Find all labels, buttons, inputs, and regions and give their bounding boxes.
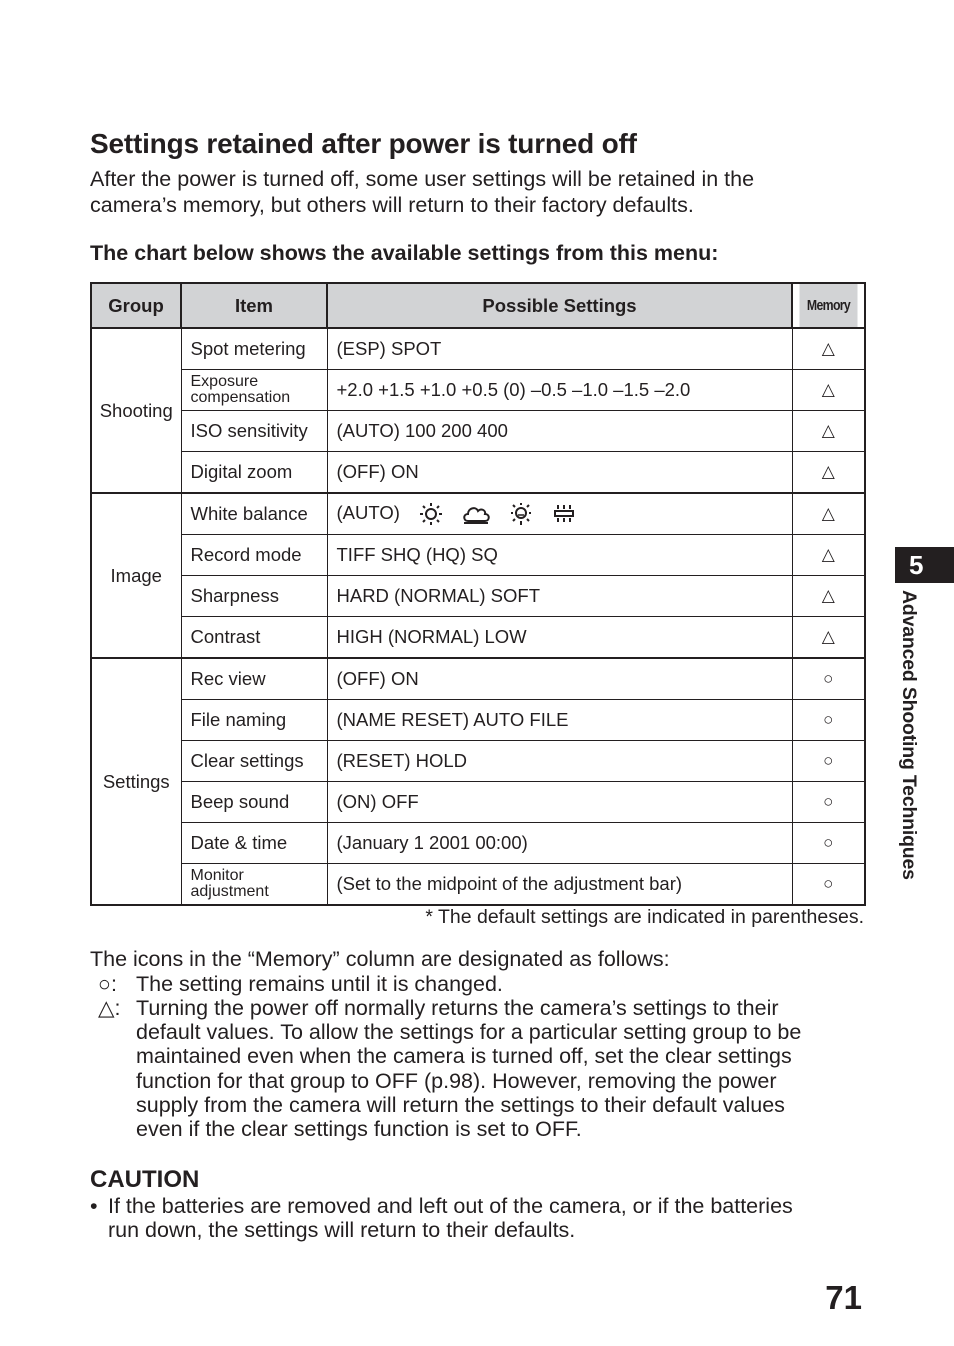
table-footnote: * The default settings are indicated in parentheses.: [425, 906, 864, 928]
table-row: [91, 576, 865, 617]
settings-cell: (OFF) ON: [327, 452, 792, 494]
white-balance-auto: (AUTO): [336, 501, 400, 523]
chapter-label: Advanced Shooting Techniques: [898, 590, 920, 880]
table-row: [91, 452, 865, 494]
item-cell: Digital zoom: [181, 452, 327, 494]
item-cell: File naming: [181, 700, 327, 741]
sun-icon: [419, 502, 443, 526]
page-number: 71: [825, 1279, 862, 1316]
legend-line: supply from the camera will return the settings to their default values: [136, 1092, 785, 1117]
item-cell: ISO sensitivity: [181, 411, 327, 452]
settings-cell: (ESP) SPOT: [327, 328, 792, 370]
tungsten-bulb-icon: [509, 502, 533, 526]
group-cell-settings: Settings: [91, 658, 181, 905]
table-row: [91, 328, 865, 370]
chapter-tab: 5: [895, 547, 954, 583]
intro-line: camera’s memory, but others will return to their factory defaults.: [90, 193, 694, 217]
legend-line: function for that group to OFF (p.98). However, removing the power: [136, 1068, 777, 1093]
item-cell: Spot metering: [181, 328, 327, 370]
table-row: [91, 617, 865, 659]
memory-cell: ○: [792, 700, 865, 741]
memory-cell: △: [792, 452, 865, 494]
item-cell: Beep sound: [181, 782, 327, 823]
item-cell: Clear settings: [181, 741, 327, 782]
settings-table: [90, 282, 866, 906]
settings-cell: TIFF SHQ (HQ) SQ: [327, 535, 792, 576]
memory-cell: ○: [792, 823, 865, 864]
table-row: [91, 370, 865, 411]
legend-line: maintained even when the camera is turned off, set the clear settings: [136, 1044, 792, 1069]
chart-heading: The chart below shows the available settings from this menu:: [90, 241, 719, 265]
legend-triangle-text: [136, 996, 856, 1141]
item-cell: Date & time: [181, 823, 327, 864]
table-row: [91, 864, 865, 906]
legend-line: even if the clear settings function is set to OFF.: [136, 1117, 582, 1142]
settings-cell: +2.0 +1.5 +1.0 +0.5 (0) –0.5 –1.0 –1.5 –2.0: [327, 370, 792, 411]
cloud-icon: [462, 503, 490, 525]
caution-heading: CAUTION: [90, 1166, 200, 1193]
header-group: Group: [91, 283, 181, 328]
item-cell: Record mode: [181, 535, 327, 576]
table-row: [91, 411, 865, 452]
memory-cell: △: [792, 535, 865, 576]
caution-line: If the batteries are removed and left out of the camera, or if the batteries: [108, 1194, 793, 1218]
memory-cell: ○: [792, 658, 865, 700]
caution-text: [108, 1194, 868, 1242]
memory-cell: △: [792, 617, 865, 659]
header-settings: Possible Settings: [327, 283, 792, 328]
memory-cell: ○: [792, 782, 865, 823]
settings-cell: (NAME RESET) AUTO FILE: [327, 700, 792, 741]
table-row: [91, 658, 865, 700]
item-cell: Contrast: [181, 617, 327, 659]
group-cell-image: Image: [91, 493, 181, 658]
settings-cell: (OFF) ON: [327, 658, 792, 700]
item-cell: Sharpness: [181, 576, 327, 617]
intro-line: After the power is turned off, some user settings will be retained in the: [90, 167, 755, 191]
legend-intro: The icons in the “Memory” column are designated as follows:: [90, 947, 670, 971]
item-cell: Exposure compensation: [181, 370, 327, 411]
memory-cell: △: [792, 576, 865, 617]
item-cell: White balance: [181, 493, 327, 535]
item-cell: Rec view: [181, 658, 327, 700]
table-header-row: [91, 283, 865, 328]
settings-cell: (ON) OFF: [327, 782, 792, 823]
table-row: [91, 782, 865, 823]
caution-line: run down, the settings will return to their defaults.: [108, 1218, 576, 1243]
settings-cell: (AUTO) 100 200 400: [327, 411, 792, 452]
item-cell: Monitor adjustment: [181, 864, 327, 906]
circle-symbol: ○:: [98, 972, 117, 996]
settings-cell: HARD (NORMAL) SOFT: [327, 576, 792, 617]
settings-cell: (Set to the midpoint of the adjustment bar): [327, 864, 792, 906]
memory-cell: △: [792, 328, 865, 370]
legend-circle-text: [136, 972, 856, 996]
settings-cell: (January 1 2001 00:00): [327, 823, 792, 864]
table-row: [91, 741, 865, 782]
table-row: [91, 535, 865, 576]
settings-cell: (RESET) HOLD: [327, 741, 792, 782]
intro-paragraph: [90, 166, 870, 218]
table-row: [91, 823, 865, 864]
memory-cell: ○: [792, 864, 865, 906]
memory-cell: △: [792, 370, 865, 411]
memory-cell: ○: [792, 741, 865, 782]
triangle-symbol: △:: [98, 996, 121, 1020]
header-memory: Memory: [799, 283, 859, 328]
settings-cell: HIGH (NORMAL) LOW: [327, 617, 792, 659]
legend-line: The setting remains until it is changed.: [136, 972, 503, 996]
page-title: Settings retained after power is turned off: [90, 128, 637, 159]
memory-cell: △: [792, 411, 865, 452]
fluorescent-icon: [552, 503, 576, 525]
header-item: Item: [181, 283, 327, 328]
legend-line: Turning the power off normally returns the camera’s settings to their: [136, 996, 779, 1020]
white-balance-icons: [419, 502, 590, 526]
group-cell-shooting: Shooting: [91, 328, 181, 493]
table-row: [91, 700, 865, 741]
legend-line: default values. To allow the settings for a particular setting group to be: [136, 1020, 802, 1045]
table-row: [91, 493, 865, 535]
settings-cell: [327, 493, 792, 535]
memory-cell: △: [792, 493, 865, 535]
bullet: •: [90, 1194, 98, 1218]
